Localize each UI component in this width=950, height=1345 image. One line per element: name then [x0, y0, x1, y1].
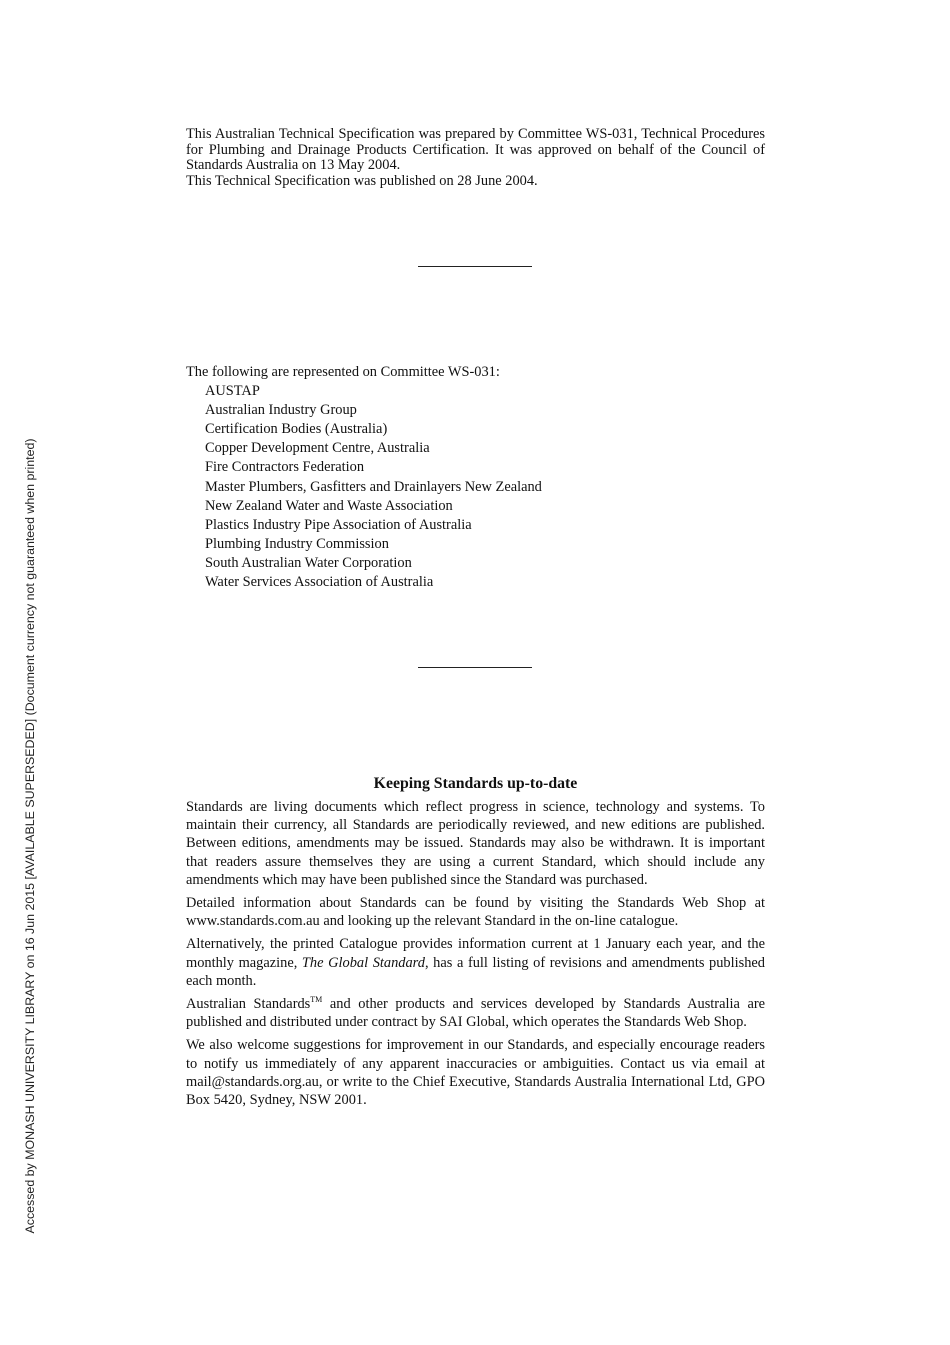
committee-section — [186, 363, 765, 592]
committee-member: Australian Industry Group — [205, 402, 357, 419]
committee-member: Plastics Industry Pipe Association of Australia — [205, 516, 472, 533]
paragraph-sai-global — [186, 995, 765, 1031]
sai-global-text: and other products and services developed by Standards Australia are published and distributed under contract by SAI Global, which operates the Standards Web Shop. — [186, 996, 766, 1031]
catalogue-text-end: , has a full listing of revisions and amendments published each month. — [186, 954, 765, 989]
preparation-statement: This Australian Technical Specification was prepared by Committee WS-031, Technical Procedures for Plumbing and Drainage Products Certification. It was approved on behalf of the Council of Standards Australia on 13 May 2004. — [186, 126, 765, 174]
publication-info — [186, 127, 765, 189]
committee-member: South Australian Water Corporation — [205, 554, 412, 571]
committee-lead: The following are represented on Committee WS-031: — [186, 364, 500, 380]
committee-member: New Zealand Water and Waste Association — [205, 497, 453, 514]
committee-member: Copper Development Centre, Australia — [205, 440, 430, 457]
paragraph-living-documents: Standards are living documents which reflect progress in science, technology and systems. To maintain their currency, all Standards are periodically reviewed, and new editions are published. Between editions, amendments may be issued. Standards may also be withdrawn. It is important that readers assure themselves they are using a current Standard, which should include any amendments which may have been published since the Standard was purchased. — [186, 799, 765, 888]
committee-member: Plumbing Industry Commission — [205, 535, 389, 552]
section-divider — [418, 667, 532, 668]
magazine-title: The Global Standard — [301, 954, 425, 971]
publication-date-statement: This Technical Specification was published on 28 June 2004. — [186, 172, 538, 189]
trademark-mark: TM — [310, 995, 323, 1005]
committee-member: AUSTAP — [205, 383, 260, 400]
section-divider — [418, 266, 532, 267]
brand-name: Australian Standards — [186, 996, 311, 1013]
committee-member: Certification Bodies (Australia) — [205, 421, 388, 438]
section-heading: Keeping Standards up-to-date — [373, 775, 578, 792]
committee-member: Fire Contractors Federation — [205, 459, 365, 476]
committee-member-list — [186, 382, 765, 592]
committee-member: Master Plumbers, Gasfitters and Drainlayers New Zealand — [205, 478, 542, 495]
paragraph-web-shop: Detailed information about Standards can be found by visiting the Standards Web Shop at www.standards.com.au and looking up the relevant Standard in the on-line catalogue. — [186, 895, 765, 930]
paragraph-contact: We also welcome suggestions for improvement in our Standards, and especially encourage readers to notify us immediately of any apparent inaccuracies or ambiguities. Contact us via email at mail@standards.org.au, or write to the Chief Executive, Standards Australia International Ltd, GPO Box 5420, Sydney, NSW 2001. — [186, 1037, 765, 1109]
committee-member: Water Services Association of Australia — [205, 574, 434, 591]
keeping-standards-section — [186, 774, 765, 1114]
catalogue-text-start: Alternatively, the printed Catalogue provides information current at 1 January each year, and the monthly magazine, — [186, 936, 765, 971]
paragraph-catalogue — [186, 935, 765, 990]
access-watermark: Accessed by MONASH UNIVERSITY LIBRARY on 16 Jun 2015 [AVAILABLE SUPERSEDED] (Document currency not guaranteed when printed) — [23, 438, 37, 1234]
